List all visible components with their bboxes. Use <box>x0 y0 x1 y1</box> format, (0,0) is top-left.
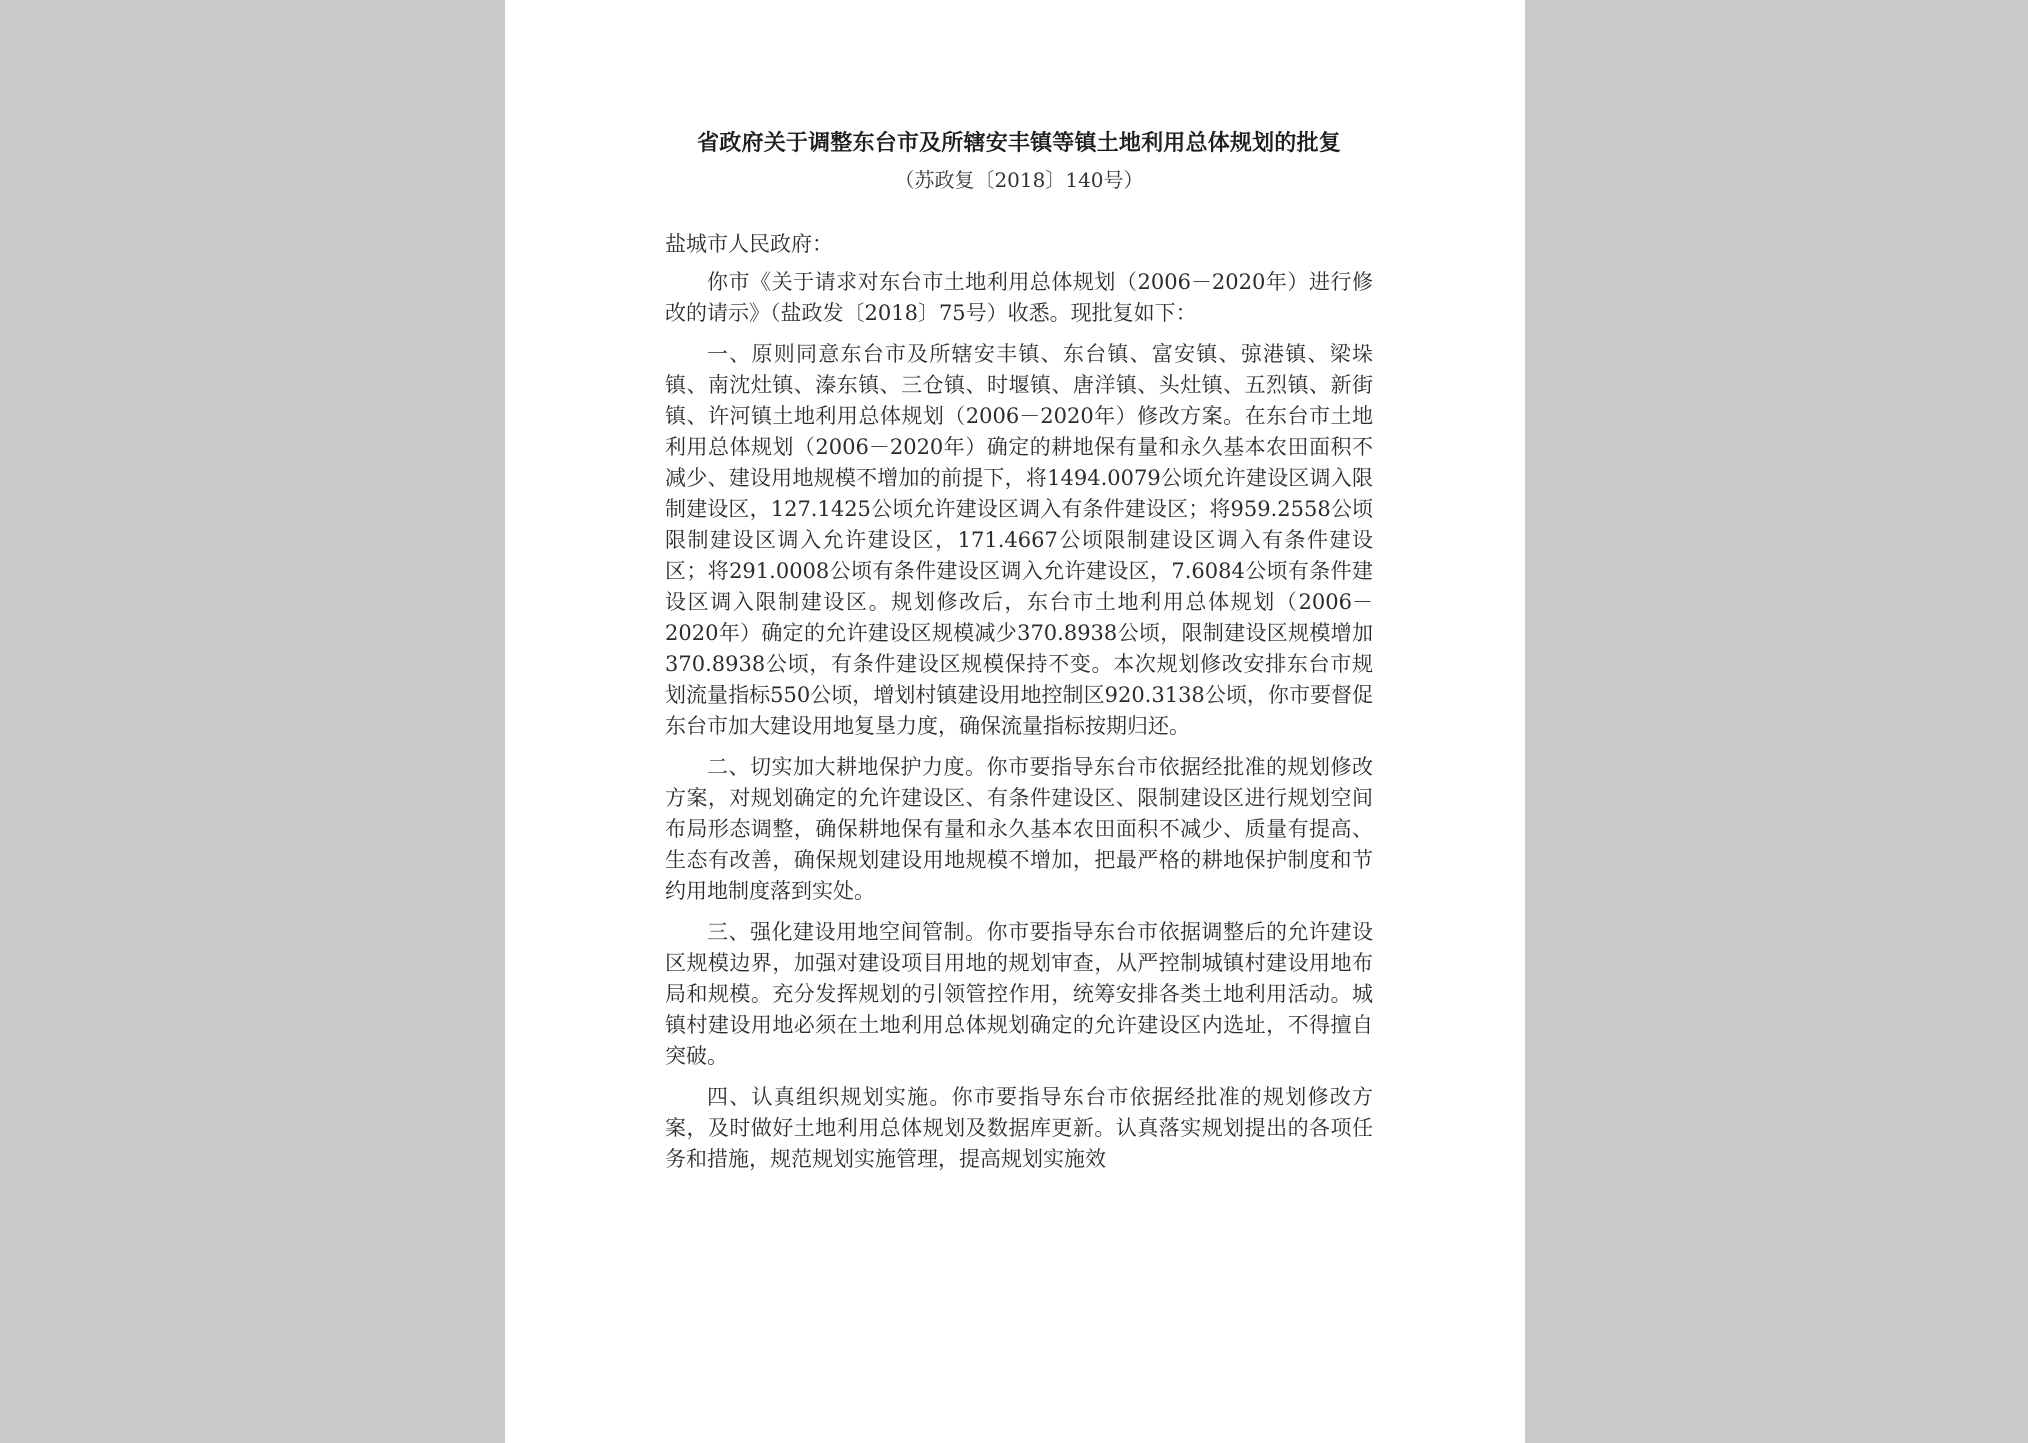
document-title: 省政府关于调整东台市及所辖安丰镇等镇土地利用总体规划的批复 <box>697 131 1341 156</box>
paragraph-intro: 你市《关于请求对东台市土地利用总体规划（2006－2020年）进行修改的请示》（盐政发〔2018〕75号）收悉。现批复如下： <box>665 270 1373 325</box>
salutation: 盐城市人民政府： <box>665 232 833 256</box>
paragraph-2: 二、切实加大耕地保护力度。你市要指导东台市依据经批准的规划修改方案，对规划确定的允许建设区、有条件建设区、限制建设区进行规划空间布局形态调整，确保耕地保有量和永久基本农田面积不减少、质量有提高、生态有改善，确保规划建设用地规模不增加，把最严格的耕地保护制度和节约用地制度落到实处。 <box>665 755 1373 903</box>
document-number: （苏政复〔2018〕140号） <box>894 168 1144 192</box>
document-page <box>505 0 1525 1443</box>
document-content <box>665 128 1373 1185</box>
paragraph-3: 三、强化建设用地空间管制。你市要指导东台市依据调整后的允许建设区规模边界，加强对建设项目用地的规划审查，从严控制城镇村建设用地布局和规模。充分发挥规划的引领管控作用，统筹安排各类土地利用活动。城镇村建设用地必须在土地利用总体规划确定的允许建设区内选址，不得擅自突破。 <box>665 920 1373 1068</box>
paragraph-4: 四、认真组织规划实施。你市要指导东台市依据经批准的规划修改方案，及时做好土地利用总体规划及数据库更新。认真落实规划提出的各项任务和措施，规范规划实施管理，提高规划实施效 <box>665 1085 1373 1171</box>
paragraph-1: 一、原则同意东台市及所辖安丰镇、东台镇、富安镇、弶港镇、梁垛镇、南沈灶镇、溱东镇、三仓镇、时堰镇、唐洋镇、头灶镇、五烈镇、新街镇、许河镇土地利用总体规划（2006－2020年）修改方案。在东台市土地利用总体规划（2006－2020年）确定的耕地保有量和永久基本农田面积不减少、建设用地规模不增加的前提下，将1494.0079公顷允许建设区调入限制建设区，127.1425公顷允许建设区调入有条件建设区；将959.2558公顷限制建设区调入允许建设区，171.4667公顷限制建设区调入有条件建设区；将291.0008公顷有条件建设区调入允许建设区，7.6084公顷有条件建设区调入限制建设区。规划修改后，东台市土地利用总体规划（2006－2020年）确定的允许建设区规模减少370.8938公顷，限制建设区规模增加370.8938公顷，有条件建设区规模保持不变。本次规划修改安排东台市规划流量指标550公顷，增划村镇建设用地控制区920.3138公顷，你市要督促东台市加大建设用地复垦力度，确保流量指标按期归还。 <box>665 342 1373 738</box>
